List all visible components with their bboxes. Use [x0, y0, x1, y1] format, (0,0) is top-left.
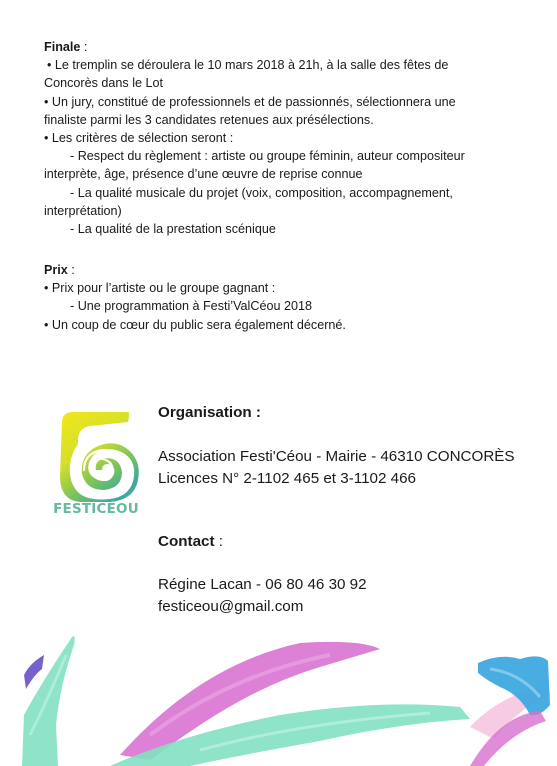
- prix-line: • Prix pour l’artiste ou le groupe gagnant :: [44, 281, 276, 296]
- finale-line: interprétation): [44, 203, 122, 218]
- prix-heading: Prix :: [44, 263, 75, 277]
- contact-heading: Contact :: [158, 533, 223, 550]
- festiceou-logo: [50, 404, 142, 524]
- organisation-licences: Licences N° 2-1102 465 et 3-1102 466: [158, 470, 416, 487]
- logo-spiral-icon: [50, 404, 142, 502]
- brush-strokes-decoration: [0, 615, 557, 766]
- finale-line: - La qualité musicale du projet (voix, composition, accompagnement,: [70, 185, 453, 200]
- finale-line: - La qualité de la prestation scénique: [70, 222, 276, 237]
- organisation-address: Association Festi'Céou - Mairie - 46310 CONCORÈS: [158, 448, 515, 465]
- organisation-heading: Organisation :: [158, 404, 261, 421]
- prix-line: • Un coup de cœur du public sera également décerné.: [44, 317, 346, 332]
- finale-line: interprète, âge, présence d’une œuvre de reprise connue: [44, 167, 363, 182]
- finale-line: • Les critères de sélection seront :: [44, 131, 234, 146]
- contact-email: festiceou@gmail.com: [158, 598, 304, 615]
- finale-line: • Un jury, constitué de professionnels et de passionnés, sélectionnera une: [44, 94, 456, 109]
- finale-line: Concorès dans le Lot: [44, 76, 164, 91]
- purple-brush-stroke: [24, 655, 44, 689]
- prix-line: - Une programmation à Festi’ValCéou 2018: [70, 299, 312, 314]
- finale-line: • Le tremplin se déroulera le 10 mars 2018 à 21h, à la salle des fêtes de: [47, 58, 449, 73]
- finale-line: finaliste parmi les 3 candidates retenues aux présélections.: [44, 112, 374, 127]
- prix-section: [44, 261, 544, 334]
- finale-section: [44, 38, 544, 238]
- finale-line: - Respect du règlement : artiste ou groupe féminin, auteur compositeur: [70, 149, 465, 164]
- contact-name-phone: Régine Lacan - 06 80 46 30 92: [158, 576, 367, 593]
- finale-heading: Finale :: [44, 40, 88, 54]
- logo-wordmark: FESTICÉOU: [53, 501, 139, 517]
